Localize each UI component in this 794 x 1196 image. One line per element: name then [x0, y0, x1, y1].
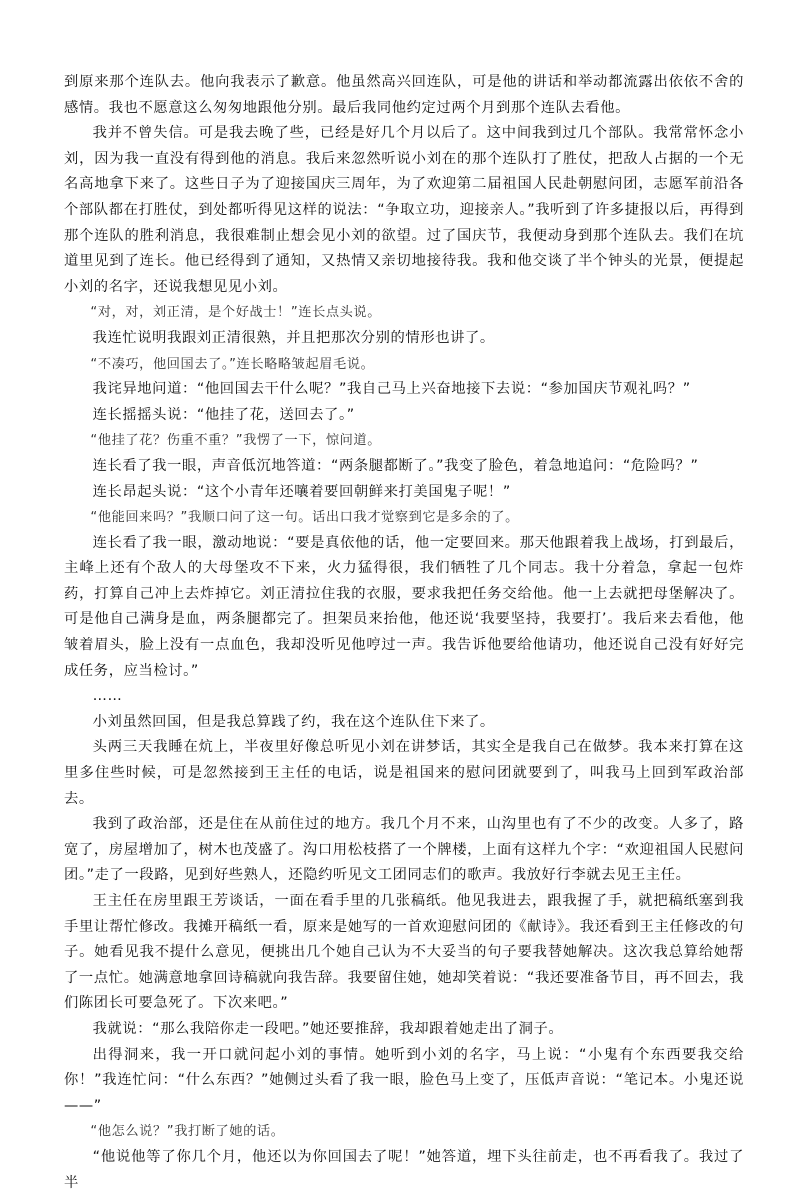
ellipsis-line: …… [92, 688, 123, 705]
paragraph-13: 小刘虽然回国，但是我总算践了约，我在这个连队住下来了。 [92, 713, 495, 730]
paragraph-6: 连长摇摇头说：“他挂了花，送回去了。” [92, 406, 355, 423]
paragraph-18: 出得洞来，我一开口就问起小刘的事情。她听到小刘的名字，马上说：“小鬼有个东西要我交给你！”我连忙问：“什么东西？”她侧过头看了我一眼，脸色马上变了，压低声音说：“笔记本。小鬼还说——” [64, 1046, 744, 1114]
paragraph-9: 连长昂起头说：“这个小青年还嚷着要回朝鲜来打美国鬼子呢！” [92, 483, 511, 500]
paragraph-2: “对，对，刘正清，是个好战士！”连长点头说。 [90, 305, 382, 321]
document-body [64, 70, 744, 1196]
paragraph-15: 我到了政治部，还是住在从前住过的地方。我几个月不来，山沟里也有了不少的改变。人多了，路宽了，房屋增加了，树木也茂盛了。沟口用松枝搭了一个牌楼，上面有这样九个字：“欢迎祖国人民慰问团。”走了一段路，见到好些熟人，还隐约听见文工团同志们的歌声。我放好行李就去见王主任。 [64, 816, 744, 884]
paragraph-19: “他怎么说？”我打断了她的话。 [90, 1124, 285, 1140]
paragraph-7: “他挂了花？伤重不重？”我愣了一下，惊问道。 [90, 433, 382, 449]
paragraph-5: 我诧异地问道：“他回国去干什么呢？”我自己马上兴奋地接下去说：“参加国庆节观礼吗？” [92, 381, 691, 398]
paragraph-16: 王主任在房里跟王芳谈话，一面在看手里的几张稿纸。他见我进去，跟我握了手，就把稿纸塞到我手里让帮忙修改。我摊开稿纸一看，原来是她写的一首欢迎慰问团的《献诗》。我还看到王主任修改的句子。她看见我不提什么意见，便挑出几个她自己认为不大妥当的句子要我替她解决。这次我总算给她帮了一点忙。她满意地拿回诗稿就向我告辞。我要留住她，她却笑着说：“我还要准备节目，再不回去，我们陈团长可要急死了。下次来吧。” [64, 893, 744, 1012]
paragraph-0: 到原来那个连队去。他向我表示了歉意。他虽然高兴回连队，可是他的讲话和举动都流露出依依不舍的感情。我也不愿意这么匆匆地跟他分别。最后我同他约定过两个月到那个连队去看他。 [64, 74, 744, 116]
paragraph-20: “他说他等了你几个月，他还以为你回国去了呢！”她答道，埋下头往前走，也不再看我了。我过了半 [64, 1148, 744, 1191]
paragraph-3: 我连忙说明我跟刘正清很熟，并且把那次分别的情形也讲了。 [92, 329, 495, 346]
paragraph-8: 连长看了我一眼，声音低沉地答道：“两条腿都断了。”我变了脸色，着急地追问：“危险吗？” [92, 457, 699, 474]
paragraph-10: “他能回来吗？”我顺口问了这一句。话出口我才觉察到它是多余的了。 [90, 510, 519, 526]
paragraph-14: 头两三天我睡在炕上，半夜里好像总听见小刘在讲梦话，其实全是我自己在做梦。我本来打算在这里多住些时候，可是忽然接到王主任的电话，说是祖国来的慰问团就要到了，叫我马上回到军政治部去。 [64, 739, 744, 807]
paragraph-17: 我就说：“那么我陪你走一段吧。”她还要推辞，我却跟着她走出了洞子。 [92, 1020, 564, 1037]
paragraph-11: 连长看了我一眼，激动地说：“要是真依他的话，他一定要回来。那天他跟着我上战场，打到最后，主峰上还有个敌人的大母堡攻不下来，火力猛得很，我们牺牲了几个同志。我十分着急，拿起一包炸药，打算自己冲上去炸掉它。刘正清拉住我的衣服，要求我把任务交给他。他一上去就把母堡解决了。可是他自己满身是血，两条腿都完了。担架员来抬他，他还说‘我要坚持，我要打’。我后来去看他，他皱着眉头，脸上没有一点血色，我却没听见他哼过一声。我告诉他要给他请功，他还说自己没有好好完成任务，应当检讨。” [64, 534, 744, 679]
paragraph-1: 我并不曾失信。可是我去晚了些，已经是好几个月以后了。这中间我到过几个部队。我常常怀念小刘，因为我一直没有得到他的消息。我后来忽然听说小刘在的那个连队打了胜仗，把敌人占据的一个无名高地拿下来了。这些日子为了迎接国庆三周年，为了欢迎第二届祖国人民赴朝慰问团，志愿军前沿各个部队都在打胜仗，到处都听得见这样的说法：“争取立功，迎接亲人。”我听到了许多捷报以后，再得到那个连队的胜利消息，我很难制止想会见小刘的欲望。过了国庆节，我便动身到那个连队去。我们在坑道里见到了连长。他已经得到了通知，又热情又亲切地接待我。我和他交谈了半个钟头的光景，便提起小刘的名字，还说我想见见小刘。 [64, 125, 744, 295]
paragraph-4: “不凑巧，他回国去了。”连长略略皱起眉毛说。 [90, 356, 375, 372]
